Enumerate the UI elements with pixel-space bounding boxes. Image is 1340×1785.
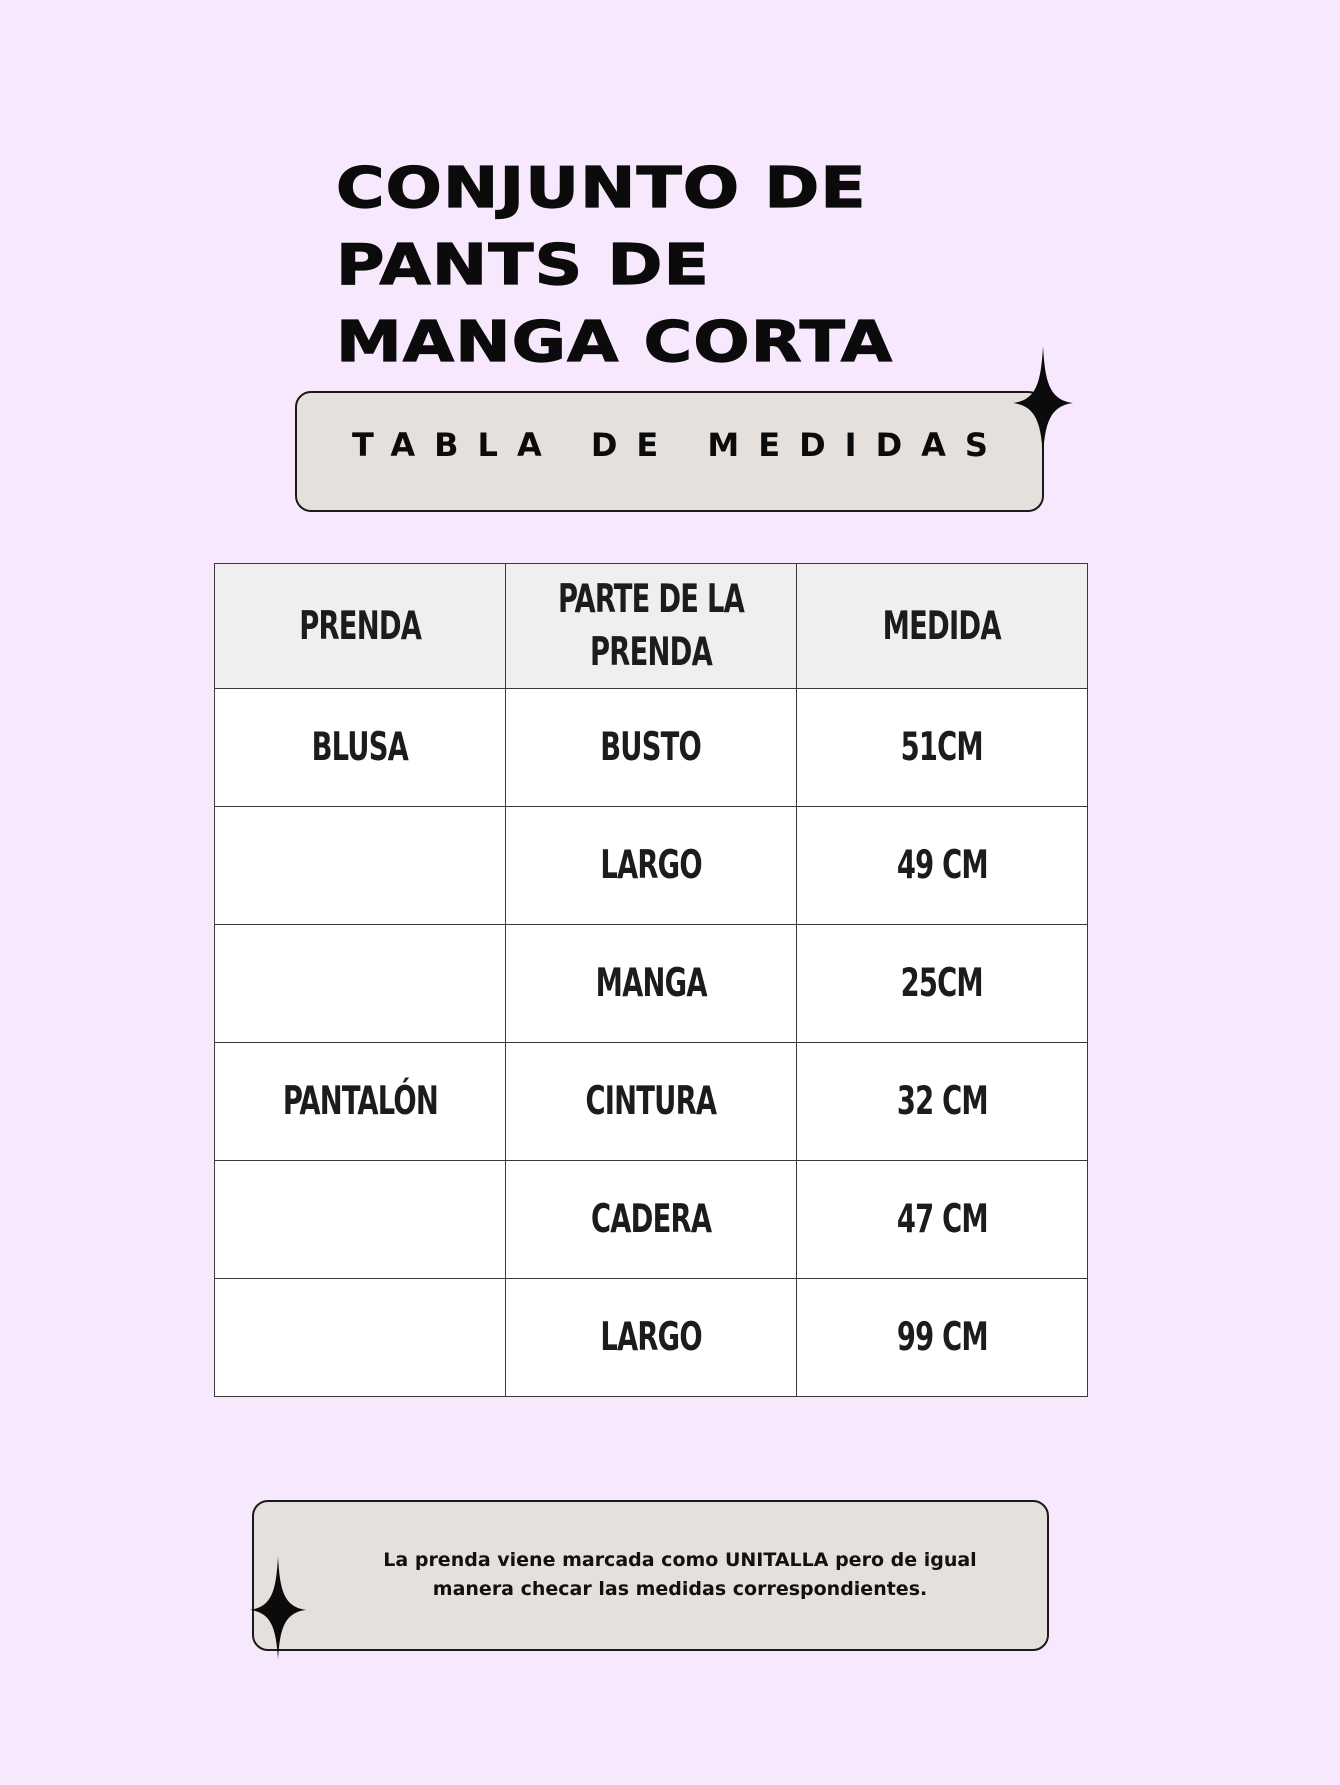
table-cell-part: CINTURA	[506, 1043, 797, 1161]
table-row	[215, 1161, 1088, 1279]
table-cell-garment: BLUSA	[215, 689, 506, 807]
table-cell-measure: 49 CM	[797, 807, 1088, 925]
table-row	[215, 1279, 1088, 1397]
subtitle-text: TABLA DE MEDIDAS	[352, 425, 1007, 464]
table-row	[215, 689, 1088, 807]
subtitle-banner	[295, 391, 1044, 512]
table-header-row	[215, 564, 1088, 689]
note-text: La prenda viene marcada como UNITALLA pero de igual manera checar las medidas correspondientes.	[383, 1549, 977, 1600]
note-box	[252, 1500, 1049, 1651]
table-cell-garment	[215, 807, 506, 925]
table-cell-part: BUSTO	[506, 689, 797, 807]
table-cell-part: MANGA	[506, 925, 797, 1043]
header-cell: PRENDA	[215, 564, 506, 689]
table-cell-part: LARGO	[506, 1279, 797, 1397]
measurements-table	[214, 563, 1088, 1397]
table-cell-garment: PANTALÓN	[215, 1043, 506, 1161]
table-row	[215, 925, 1088, 1043]
table-cell-part: CADERA	[506, 1161, 797, 1279]
header-cell: PARTE DE LA PRENDA	[506, 564, 797, 689]
table-cell-measure: 51CM	[797, 689, 1088, 807]
table-cell-measure: 99 CM	[797, 1279, 1088, 1397]
table-cell-measure: 25CM	[797, 925, 1088, 1043]
table-cell-part: LARGO	[506, 807, 797, 925]
sparkle-icon	[1013, 346, 1073, 456]
sparkle-icon	[250, 1556, 306, 1660]
table-row	[215, 807, 1088, 925]
header-cell: MEDIDA	[797, 564, 1088, 689]
table-row	[215, 1043, 1088, 1161]
table-cell-garment	[215, 1161, 506, 1279]
title-line-1: CONJUNTO DE	[336, 156, 867, 221]
table-cell-measure: 32 CM	[797, 1043, 1088, 1161]
table-cell-measure: 47 CM	[797, 1161, 1088, 1279]
title-line-2: PANTS DE	[336, 233, 710, 298]
table-cell-garment	[215, 925, 506, 1043]
title-line-3: MANGA CORTA	[336, 310, 894, 375]
table-cell-garment	[215, 1279, 506, 1397]
